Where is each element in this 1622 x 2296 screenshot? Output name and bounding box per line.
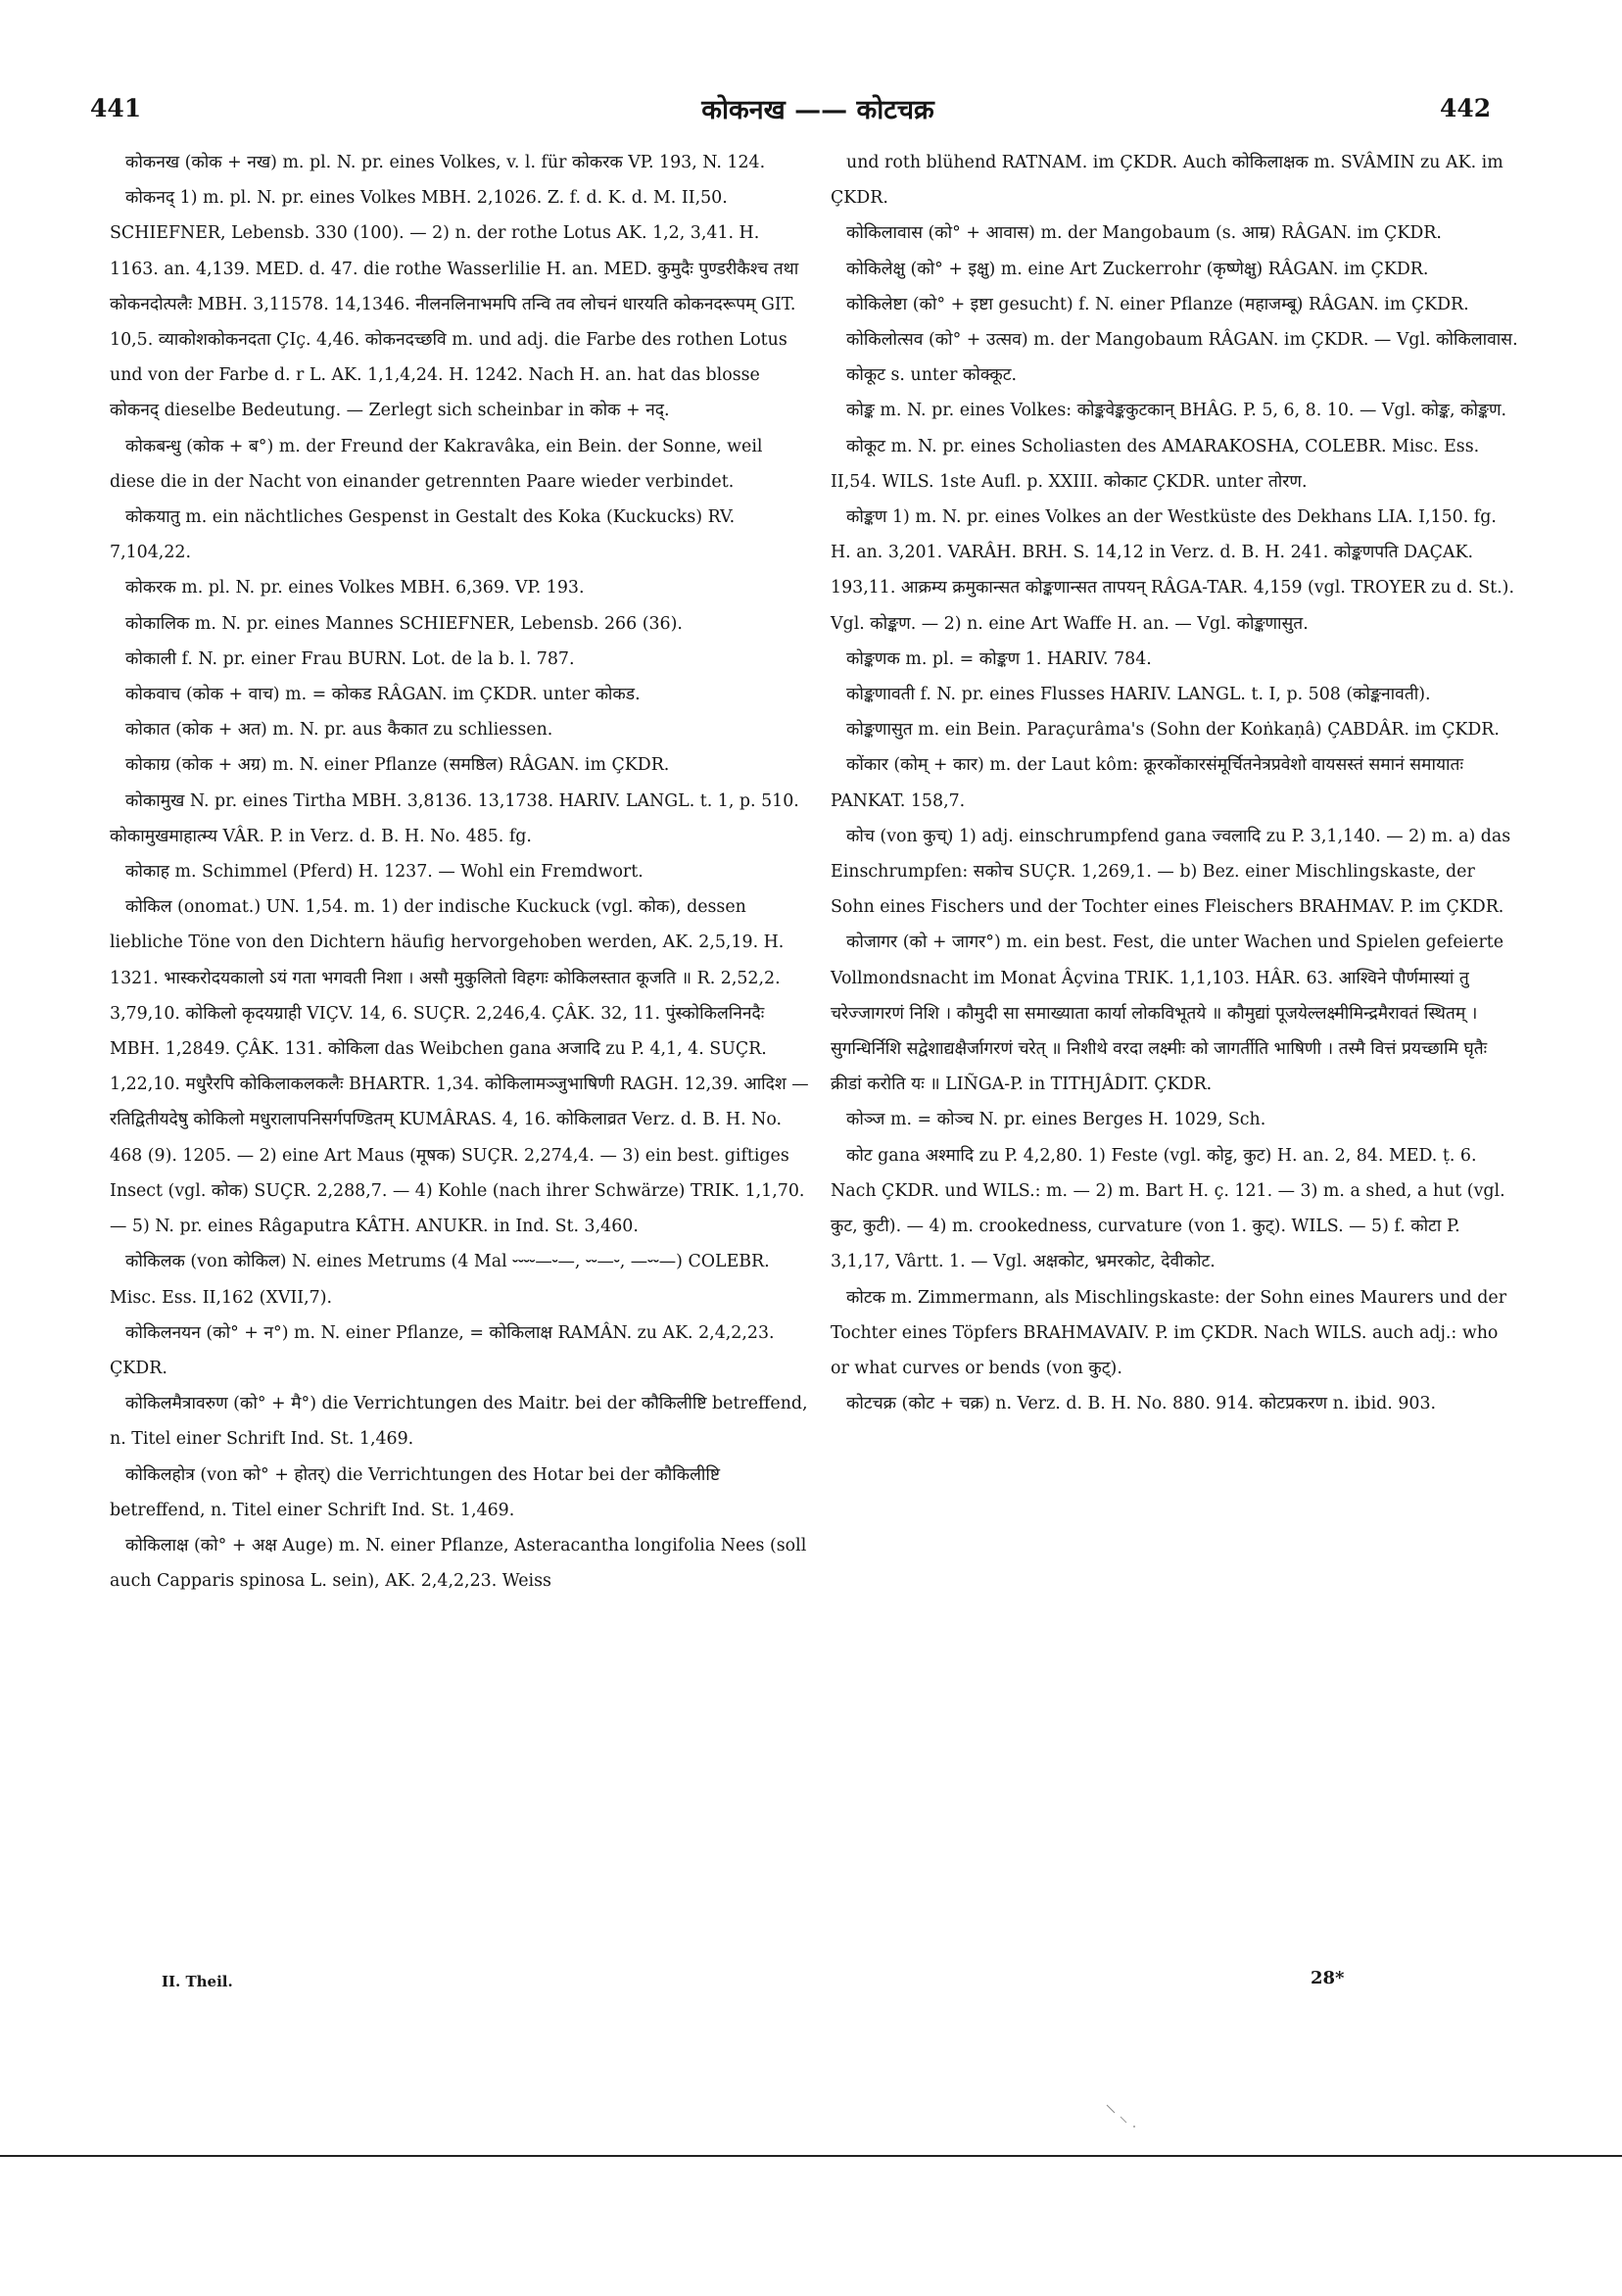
dictionary-entry: कोकामुख N. pr. eines Tirtha MBH. 3,8136. 13,1738. HARIV. LANGL. t. 1, p. 510. कोकामुखमाहात्म्य VÂR. P. in Verz. d. B. H. No. 485. fg.: [110, 790, 799, 846]
volume-note: II. Theil.: [162, 1973, 233, 1990]
dictionary-entry: कोकाह m. Schimmel (Pferd) H. 1237. — Wohl ein Fremdwort.: [125, 862, 644, 883]
dictionary-entry: कोकिलमैत्रावरुण (को° + मै°) die Verrichtungen des Maitr. bei der कौकिलीष्टि betreffend, n. Titel einer Schrift Ind. St. 1,469.: [110, 1394, 808, 1450]
dictionary-entry: कोकिलावास (को° + आवास) m. der Mangobaum (s. आम्र) RÂGAN. im ÇKDR.: [846, 223, 1442, 244]
dictionary-entry: कोंकार (कोम् + कार) m. der Laut kôm: क्रूरकोंकारसंमूर्चितनेत्रप्रवेशो वायसस्तं समानं समायातः PANKAT. 158,7.: [831, 755, 1463, 811]
dictionary-entry: कोकयातु m. ein nächtliches Gespenst in Gestalt des Koka (Kuckucks) RV. 7,104,22.: [110, 507, 736, 563]
right-column: [831, 145, 1519, 1421]
page-number-right: 442: [1440, 94, 1492, 122]
dictionary-entry: कोट gana अश्मादि zu P. 4,2,80. 1) Feste (vgl. कोट्ट, कुट) H. an. 2, 84. MED. ṭ. 6. Nach ÇKDR. und WILS.: m. — 2) m. Bart H. ç. 121. — 3) m. a shed, a hut (vgl. कुट, कुटी). — 4) m. crookedness, curvature (von 1. कुट्). WILS. — 5) f. कोटा P. 3,1,17, Vârtt. 1. — Vgl. अक्षकोट, भ्रमरकोट, देवीकोट.: [831, 1145, 1505, 1272]
left-column: [110, 145, 813, 1599]
dictionary-entry: कोकबन्धु (कोक + ब°) m. der Freund der Kakravâka, ein Bein. der Sonne, weil diese die in der Nacht von einander getrennten Paare wieder verbindet.: [110, 436, 763, 492]
dictionary-entry: कोङ्कणक m. pl. = कोङ्कण 1. HARIV. 784.: [846, 648, 1152, 669]
running-title: कोकनख —— कोटचक्र: [701, 95, 934, 125]
dictionary-entry: कोकनद् 1) m. pl. N. pr. eines Volkes MBH. 2,1026. Z. f. d. K. d. M. II,50. SCHIEFNER, Lebensb. 330 (100). — 2) n. der rothe Lotus AK. 1,2, 3,41. H. 1163. an. 4,139. MED. d. 47. die rothe Wasserlilie H. an. MED. कुमुदैः पुण्डरीकैश्च तथा कोकनदोत्पलैः MBH. 3,11578. 14,1346. नीलनलिनाभमपि तन्वि तव लोचनं धारयति कोकनदरूपम् GIT. 10,5. व्याकोशकोकनदता ÇIç. 4,46. कोकनदच्छवि m. und adj. die Farbe des rothen Lotus und von der Farbe d. r L. AK. 1,1,4,24. H. 1242. Nach H. an. hat das blosse कोकनद् dieselbe Bedeutung. — Zerlegt sich scheinbar in कोक + नद्.: [110, 188, 799, 421]
dictionary-entry: कोकूट s. unter कोक्कूट.: [846, 365, 1017, 386]
signature-mark: 28*: [1311, 1968, 1345, 1988]
dictionary-entry: कोकाग्र (कोक + अग्र) m. N. einer Pflanze (समष्ठिल) RÂGAN. im ÇKDR.: [125, 755, 670, 776]
dictionary-entry: कोङ्कणावती f. N. pr. eines Flusses HARIV. LANGL. t. I, p. 508 (कोङ्कनावती).: [846, 685, 1431, 705]
dictionary-entry: कोकरक m. pl. N. pr. eines Volkes MBH. 6,369. VP. 193.: [125, 578, 585, 598]
dictionary-entry: कोङ्कण 1) m. N. pr. eines Volkes an der Westküste des Dekhans LIA. I,150. fg. H. an. 3,201. VARÂH. BRH. S. 14,12 in Verz. d. B. H. 241. कोङ्कणपति DAÇAK. 193,11. आक्रम्य क्रमुकान्सत कोङ्कणान्सत तापयन् RÂGA-TAR. 4,159 (vgl. TROYER zu d. St.). Vgl. कोङ्कण. — 2) n. eine Art Waffe H. an. — Vgl. कोङ्कणासुत.: [831, 507, 1514, 634]
scan-specks: [1105, 2103, 1144, 2132]
dictionary-entry: कोकात (कोक + अत) m. N. pr. aus कैकात zu schliessen.: [125, 720, 553, 741]
dictionary-entry: कोटचक्र (कोट + चक्र) n. Verz. d. B. H. No. 880. 914. कोटप्रकरण n. ibid. 903.: [846, 1394, 1437, 1414]
dictionary-entry: und roth blühend RATNAM. im ÇKDR. Auch कोकिलाक्षक m. SVÂMIN zu AK. im ÇKDR.: [831, 153, 1503, 209]
dictionary-entry: कोकवाच (कोक + वाच) m. = कोकड RÂGAN. im ÇKDR. unter कोकड.: [125, 685, 641, 705]
dictionary-entry: कोङ्कणासुत m. ein Bein. Paraçurâma's (Sohn der Koṅkaṇâ) ÇABDÂR. im ÇKDR.: [846, 720, 1500, 741]
bottom-scan-edge: [0, 2155, 1622, 2157]
dictionary-entry: कोच (von कुच्) 1) adj. einschrumpfend gana ज्वलादि zu P. 3,1,140. — 2) m. a) das Einschrumpfen: सकोच SUÇR. 1,269,1. — b) Bez. einer Mischlingskaste, der Sohn eines Fischers und der Tochter eines Fleischers BRAHMAV. P. im ÇKDR.: [831, 826, 1511, 918]
dictionary-entry: कोजागर (को + जागर°) m. ein best. Fest, die unter Wachen und Spielen gefeierte Vollmondsnacht im Monat Âçvina TRIK. 1,1,103. HÂR. 63. आश्विने पौर्णमास्यां तु चरेज्जागरणं निशि । कौमुदी सा समाख्याता कार्या लोकविभूतये ॥ कौमुद्यां पूजयेल्लक्ष्मीमिन्द्रमैरावतं स्थितम् । सुगन्धिर्निशि सद्वेशाद्यक्षैर्जागरणं चरेत् ॥ निशीथे वरदा लक्ष्मीः को जागर्तीति भाषिणी । तस्मै वित्तं प्रयच्छामि घृतैः क्रीडां करोति यः ॥ LIÑGA-P. in TITHJÂDIT. ÇKDR.: [831, 933, 1504, 1095]
dictionary-entry: कोकनख (कोक + नख) m. pl. N. pr. eines Volkes, v. l. für कोकरक VP. 193, N. 124.: [125, 153, 766, 172]
dictionary-entry: कोकिलहोत्र (von को° + होतर्) die Verrichtungen des Hotar bei der कौकिलीष्टि betreffend, n. Titel einer Schrift Ind. St. 1,469.: [110, 1464, 721, 1520]
dictionary-entry: कोकिलेक्षु (को° + इक्षु) m. eine Art Zuckerrohr (कृष्णेक्षु) RÂGAN. im ÇKDR.: [846, 259, 1429, 279]
dictionary-entry: कोकूट m. N. pr. eines Scholiasten des AMARAKOSHA, COLEBR. Misc. Ess. II,54. WILS. 1ste Aufl. p. XXIII. कोकाट ÇKDR. unter तोरण.: [831, 436, 1480, 492]
page-number-left: 441: [90, 94, 142, 122]
dictionary-entry: कोटक m. Zimmermann, als Mischlingskaste: der Sohn eines Maurers und der Tochter eines Töpfers BRAHMAVAIV. P. im ÇKDR. Nach WILS. auch adj.: who or what curves or bends (von कुट्).: [831, 1287, 1507, 1378]
dictionary-entry: कोकिलोत्सव (को° + उत्सव) m. der Mangobaum RÂGAN. im ÇKDR. — Vgl. कोकिलावास.: [846, 330, 1518, 351]
dictionary-entry: कोकालिक m. N. pr. eines Mannes SCHIEFNER, Lebensb. 266 (36).: [125, 613, 683, 634]
dictionary-entry: कोञ्ज m. = कोञ्च N. pr. eines Berges H. 1029, Sch.: [846, 1110, 1266, 1130]
dictionary-entry: कोकाली f. N. pr. einer Frau BURN. Lot. de la b. l. 787.: [125, 648, 575, 669]
dictionary-entry: कोकिलक (von कोकिल) N. eines Metrums (4 Mal ⏑⏑⏑⏑—⏑—, ⏑⏑—⏑, —⏑⏑—) COLEBR. Misc. Ess. II,162 (XVII,7).: [110, 1252, 770, 1308]
dictionary-entry: कोकिलनयन (को° + न°) m. N. einer Pflanze, = कोकिलाक्ष RAMÂN. zu AK. 2,4,2,23. ÇKDR.: [110, 1322, 775, 1378]
dictionary-entry: कोकिलाक्ष (को° + अक्ष Auge) m. N. einer Pflanze, Asteracantha longifolia Nees (soll auch Capparis spinosa L. sein), AK. 2,4,2,23. Weiss: [110, 1535, 807, 1592]
dictionary-entry: कोकिल (onomat.) UN. 1,54. m. 1) der indische Kuckuck (vgl. कोक), dessen liebliche Töne von den Dichtern häufig hervorgehoben werden, AK. 2,5,19. H. 1321. भास्करोदयकालो ऽयं गता भगवती निशा । असौ मुकुलितो विहगः कोकिलस्तात कूजति ॥ R. 2,52,2. 3,79,10. कोकिलो कृदयग्राही VIÇV. 14, 6. SUÇR. 2,246,4. ÇÂK. 32, 11. पुंस्कोकिलनिनदैः MBH. 1,2849. ÇÂK. 131. कोकिला das Weibchen gana अजादि zu P. 4,1, 4. SUÇR. 1,22,10. मधुरैरपि कोकिलाकलकलैः BHARTR. 1,34. कोकिलामञ्जुभाषिणी RAGH. 12,39. आदिश — रतिद्वितीयदेषु कोकिलो मधुरालापनिसर्गपण्डितम् KUMÂRAS. 4, 16. कोकिलाव्रत Verz. d. B. H. No. 468 (9). 1205. — 2) eine Art Maus (मूषक) SUÇR. 2,274,4. — 3) ein best. giftiges Insect (vgl. कोक) SUÇR. 2,288,7. — 4) Kohle (nach ihrer Schwärze) TRIK. 1,1,70. — 5) N. pr. eines Râgaputra KÂTH. ANUKR. in Ind. St. 3,460.: [110, 897, 809, 1237]
dictionary-entry: कोकिलेष्टा (को° + इष्टा gesucht) f. N. einer Pflanze (महाजम्बू) RÂGAN. im ÇKDR.: [846, 294, 1469, 314]
dictionary-entry: कोङ्क m. N. pr. eines Volkes: कोङ्कवेङ्ककुटकान् BHÂG. P. 5, 6, 8. 10. — Vgl. कोङ्क, कोङ्कण.: [846, 401, 1507, 421]
